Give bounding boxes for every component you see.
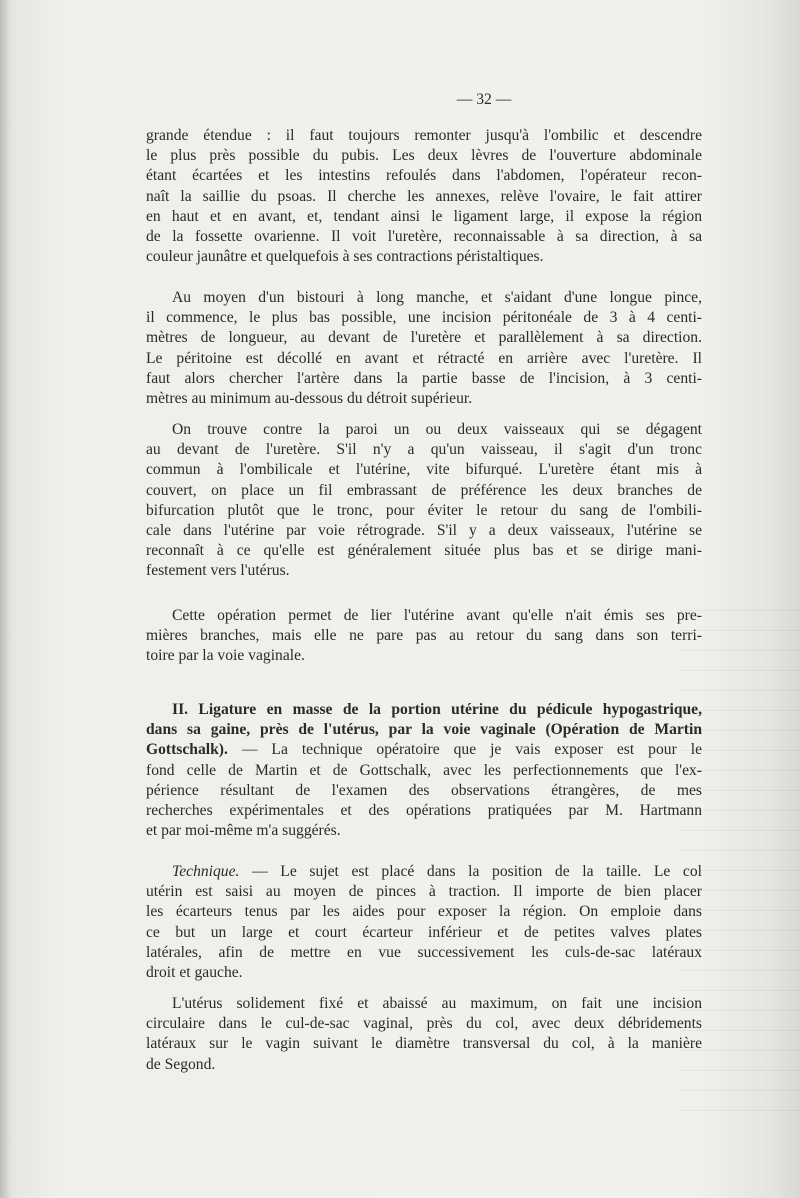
text-line: au devant de l'uretère. S'il n'y a qu'un vaisseau, il s'agit d'un tronc	[146, 441, 702, 459]
text-line: utérin est saisi au moyen de pinces à traction. Il importe de bien placer	[146, 883, 702, 901]
text-line: naît la saillie du psoas. Il cherche les annexes, relève l'ovaire, le fait attirer	[146, 187, 702, 205]
text-line: L'utérus solidement fixé et abaissé au maximum, on fait une incision	[172, 995, 702, 1012]
paragraph-2	[146, 288, 702, 409]
text-line: Cette opération permet de lier l'utérine avant qu'elle n'ait émis ses pre-	[172, 607, 702, 624]
technique-lead-text: — Le sujet est placé dans la position de la taille. Le col	[239, 863, 702, 880]
text-line: de la fossette ovarienne. Il voit l'uretère, reconnaissable à sa direction, à sa	[146, 227, 702, 245]
technique-label: Technique.	[172, 863, 240, 880]
text-line: les écarteurs tenus par les aides pour exposer la région. On emploie dans	[146, 903, 702, 921]
section-ii	[146, 700, 702, 841]
section-heading-text: dans sa gaine, près de l'utérus, par la voie vaginale (Opération de Martin	[146, 721, 702, 739]
text-line: cale dans l'utérine par voie rétrograde. S'il y a deux vaisseaux, l'utérine se	[146, 521, 702, 539]
text-line: reconnaît à ce qu'elle est généralement située plus bas et se dirige mani-	[146, 542, 702, 560]
text-line: mètres de longueur, au devant de l'uretère et parallèlement à sa direction.	[146, 329, 702, 347]
section-intro-text: — La technique opératoire que je vais exposer est pour le	[227, 741, 702, 759]
section-heading-text: II. Ligature en masse de la portion utérine du pédicule hypogastrique,	[172, 701, 702, 718]
page-number: — 32 —	[456, 91, 512, 108]
text-line: Au moyen d'un bistouri à long manche, et s'aidant d'une longue pince,	[172, 289, 702, 306]
text-line: recherches expérimentales et des opérations pratiquées par M. Hartmann	[146, 801, 702, 819]
text-line: On trouve contre la paroi un ou deux vaisseaux qui se dégagent	[172, 421, 702, 438]
section-heading-text: Gottschalk).	[146, 741, 228, 759]
text-line: faut alors chercher l'artère dans la partie basse de l'incision, à 3 centi-	[146, 369, 702, 387]
text-line: et par moi-même m'a suggérés.	[146, 822, 341, 840]
text-line: Le péritoine est décollé en avant et rétracté en arrière avec l'uretère. Il	[146, 349, 702, 367]
text-line: couvert, on place un fil embrassant de préférence les deux branches de	[146, 481, 702, 499]
text-line: périence résultant de l'examen des observations étrangères, de mes	[146, 781, 702, 799]
binding-shadow	[0, 0, 10, 1198]
section-heading-line	[146, 700, 702, 720]
text-line: latérales, afin de mettre en vue successivement les culs-de-sac latéraux	[146, 943, 702, 961]
text-line: droit et gauche.	[146, 963, 243, 981]
text-line: grande étendue : il faut toujours remonter jusqu'à l'ombilic et descendre	[146, 127, 702, 144]
text-line: de Segond.	[146, 1055, 216, 1073]
section-heading-line	[146, 720, 702, 740]
text-line: ce but un large et court écarteur inférieur et de petites valves plates	[146, 923, 702, 941]
text-line: mières branches, mais elle ne pare pas au retour du sang dans son terri-	[146, 627, 702, 645]
text-line: en haut et en avant, et, tendant ainsi le ligament large, il expose la région	[146, 207, 702, 225]
text-line: fond celle de Martin et de Gottschalk, avec les perfectionnements que l'ex-	[146, 761, 702, 779]
paragraph-3	[146, 420, 702, 582]
paragraph-1	[146, 126, 702, 267]
paragraph-7	[146, 994, 702, 1075]
text-line: le plus près possible du pubis. Les deux lèvres de l'ouverture abdominale	[146, 147, 702, 165]
text-line: commun à l'ombilicale et l'utérine, vite bifurqué. L'uretère étant mis à	[146, 461, 702, 479]
text-line: toire par la voie vaginale.	[146, 647, 305, 665]
text-line: latéraux sur le vagin suivant le diamètre transversal du col, à la manière	[146, 1035, 702, 1053]
paragraph-4	[146, 606, 702, 667]
text-line: étant écartées et les intestins refoulés dans l'abdomen, l'opérateur recon-	[146, 167, 702, 185]
text-line: circulaire dans le cul-de-sac vaginal, près du col, avec deux débridements	[146, 1015, 702, 1033]
technique-paragraph	[146, 862, 702, 983]
text-line: festement vers l'utérus.	[146, 562, 290, 580]
text-line: mètres au minimum au-dessous du détroit supérieur.	[146, 389, 473, 407]
text-line: il commence, le plus bas possible, une incision péritonéale de 3 à 4 centi-	[146, 309, 702, 327]
text-line: bifurcation plutôt que le tronc, pour éviter le retour du sang de l'ombili-	[146, 501, 702, 519]
text-line	[146, 862, 702, 882]
text-line: couleur jaunâtre et quelquefois à ses contractions péristaltiques.	[146, 248, 544, 266]
section-heading-line	[146, 740, 702, 760]
